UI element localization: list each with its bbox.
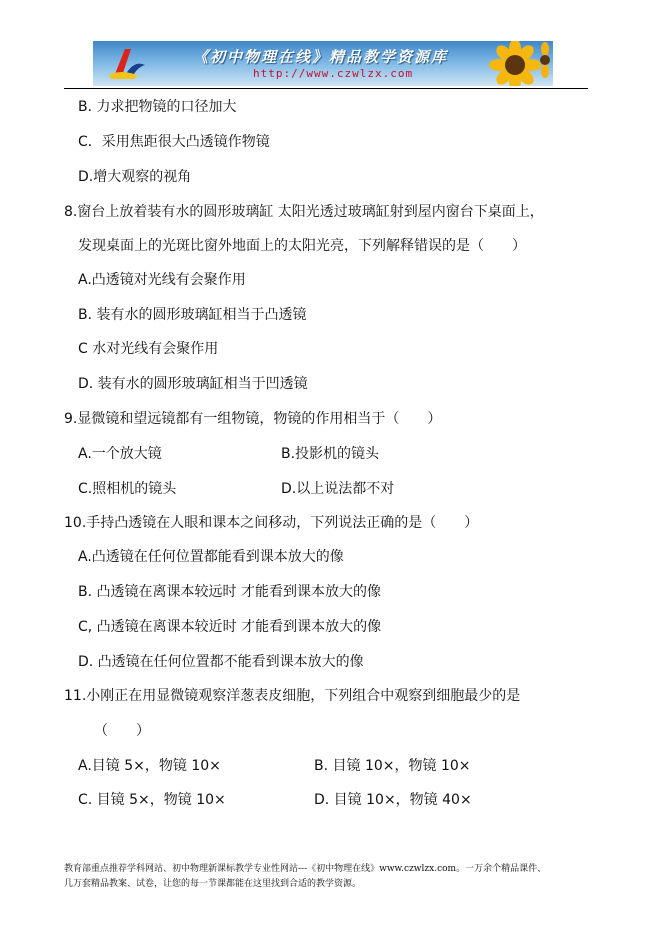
banner-url: http://www.czwlzx.com <box>253 67 414 80</box>
line-7b: B. 力求把物镜的口径加大 <box>78 99 237 115</box>
option-8d: D. 装有水的圆形玻璃缸相当于凹透镜 <box>78 376 308 392</box>
question-9-stem: 9.显微镜和望远镜都有一组物镜，物镜的作用相当于（ ） <box>64 411 442 427</box>
option-9b: B.投影机的镜头 <box>281 446 380 462</box>
option-9c: C.照相机的镜头 <box>78 481 177 497</box>
site-logo-icon <box>107 45 147 83</box>
option-10b: B. 凸透镜在离课本较远时 才能看到课本放大的像 <box>78 584 381 600</box>
option-10c: C, 凸透镜在离课本较近时 才能看到课本放大的像 <box>78 619 382 635</box>
page-footer <box>64 862 624 892</box>
question-11-stem-2: （ ） <box>94 723 150 739</box>
header-banner <box>93 41 553 86</box>
question-11-stem-1: 11.小刚正在用显微镜观察洋葱表皮细胞，下列组合中观察到细胞最少的是 <box>64 688 521 704</box>
option-8a: A.凸透镜对光线有会聚作用 <box>78 272 246 288</box>
sunflower-icon <box>475 41 553 86</box>
option-11d: D. 目镜 10×，物镜 40× <box>314 792 472 808</box>
banner-title: 《初中物理在线》精品教学资源库 <box>193 48 449 66</box>
footer-line-2: 几万套精品教案、试卷，让您的每一节课都能在这里找到合适的教学资源。 <box>64 879 362 889</box>
option-8b: B. 装有水的圆形玻璃缸相当于凸透镜 <box>78 307 307 323</box>
option-9d: D.以上说法都不对 <box>281 481 395 497</box>
option-11c: C. 目镜 5×，物镜 10× <box>78 792 226 808</box>
question-8-stem-2: 发现桌面上的光斑比窗外地面上的太阳光亮，下列解释错误的是（ ） <box>78 238 526 254</box>
option-11a: A.目镜 5×，物镜 10× <box>78 758 221 774</box>
line-7d: D.增大观察的视角 <box>78 169 192 185</box>
line-7c: C．采用焦距很大凸透镜作物镜 <box>78 134 270 150</box>
option-10a: A.凸透镜在任何位置都能看到课本放大的像 <box>78 549 344 565</box>
option-9a: A.一个放大镜 <box>78 446 162 462</box>
question-10-stem: 10.手持凸透镜在人眼和课本之间移动，下列说法正确的是（ ） <box>64 515 479 531</box>
question-8-stem-1: 8.窗台上放着装有水的圆形玻璃缸 太阳光透过玻璃缸射到屋内窗台下桌面上， <box>64 204 544 220</box>
option-10d: D. 凸透镜在任何位置都不能看到课本放大的像 <box>78 654 364 670</box>
option-11b: B. 目镜 10×，物镜 10× <box>314 758 471 774</box>
header-rule <box>64 88 588 89</box>
option-8c: C 水对光线有会聚作用 <box>78 341 219 357</box>
footer-line-1: 教育部重点推荐学科网站、初中物理新课标教学专业性网站---《初中物理在线》www.czwlzx.com。一万余个精品课件、 <box>64 864 547 874</box>
